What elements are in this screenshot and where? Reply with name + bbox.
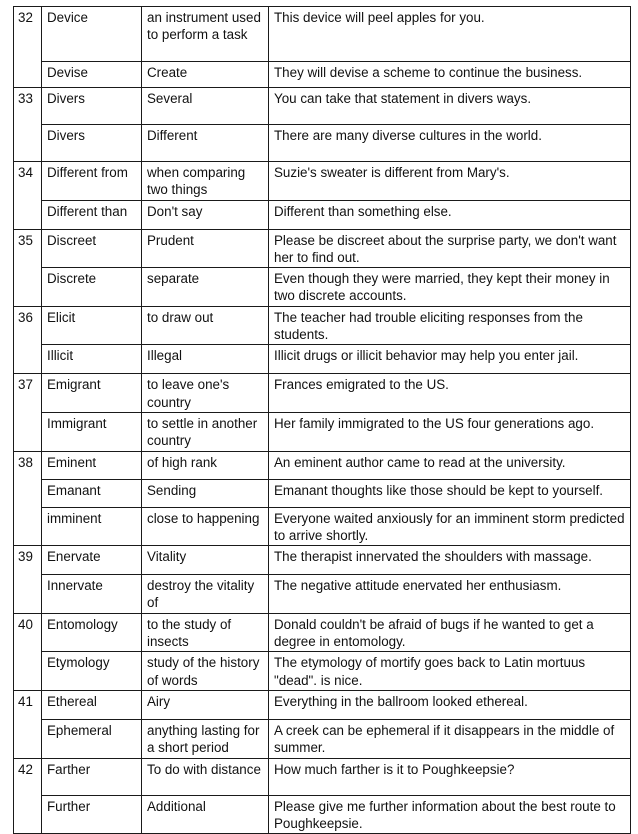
word-cell: Farther (42, 758, 142, 795)
example-cell: The negative attitude enervated her enthusiasm. (269, 575, 631, 614)
example-cell: Frances emigrated to the US. (269, 374, 631, 413)
table-row (14, 88, 631, 125)
entry-number: 42 (14, 758, 42, 834)
example-cell: Emanant thoughts like those should be kept to yourself. (269, 479, 631, 507)
table-row (14, 758, 631, 795)
entry-number: 37 (14, 374, 42, 451)
meaning-cell: to settle in another country (142, 412, 269, 451)
example-cell: The teacher had trouble eliciting responses from the students. (269, 306, 631, 345)
table-row (14, 795, 631, 834)
word-cell: Different than (42, 200, 142, 229)
meaning-cell: Airy (142, 690, 269, 719)
word-cell: Enervate (42, 546, 142, 575)
example-cell: Her family immigrated to the US four generations ago. (269, 412, 631, 451)
table-row (14, 507, 631, 546)
word-cell: Divers (42, 125, 142, 162)
meaning-cell: Additional (142, 795, 269, 834)
table-row (14, 575, 631, 614)
table-row (14, 690, 631, 719)
table-row (14, 546, 631, 575)
table-row (14, 229, 631, 268)
meaning-cell: Don't say (142, 200, 269, 229)
word-cell: Device (42, 7, 142, 62)
meaning-cell: To do with distance (142, 758, 269, 795)
word-cell: Different from (42, 162, 142, 201)
example-cell: Illicit drugs or illicit behavior may help you enter jail. (269, 345, 631, 374)
example-cell: Donald couldn't be afraid of bugs if he wanted to get a degree in entomology. (269, 613, 631, 652)
example-cell: How much farther is it to Poughkeepsie? (269, 758, 631, 795)
example-cell: The etymology of mortify goes back to Latin mortuus "dead". is nice. (269, 652, 631, 691)
entry-number: 39 (14, 546, 42, 614)
meaning-cell: study of the history of words (142, 652, 269, 691)
word-cell: Emanant (42, 479, 142, 507)
word-cell: Elicit (42, 306, 142, 345)
table-row (14, 7, 631, 62)
example-cell: The therapist innervated the shoulders with massage. (269, 546, 631, 575)
meaning-cell: separate (142, 268, 269, 307)
meaning-cell: Prudent (142, 229, 269, 268)
meaning-cell: an instrument used to perform a task (142, 7, 269, 62)
example-cell: Everyone waited anxiously for an imminent storm predicted to arrive shortly. (269, 507, 631, 546)
vocabulary-table (13, 6, 631, 834)
example-cell: They will devise a scheme to continue the business. (269, 62, 631, 88)
table-row (14, 345, 631, 374)
table-row (14, 268, 631, 307)
example-cell: A creek can be ephemeral if it disappears in the middle of summer. (269, 719, 631, 758)
word-cell: Ephemeral (42, 719, 142, 758)
meaning-cell: to draw out (142, 306, 269, 345)
example-cell: Even though they were married, they kept their money in two discrete accounts. (269, 268, 631, 307)
word-cell: Divers (42, 88, 142, 125)
table-row (14, 613, 631, 652)
meaning-cell: to the study of insects (142, 613, 269, 652)
table-row (14, 374, 631, 413)
table-row (14, 306, 631, 345)
example-cell: An eminent author came to read at the university. (269, 451, 631, 479)
word-cell: Immigrant (42, 412, 142, 451)
word-cell: Etymology (42, 652, 142, 691)
table-row (14, 125, 631, 162)
word-cell: Further (42, 795, 142, 834)
meaning-cell: when comparing two things (142, 162, 269, 201)
table-row (14, 162, 631, 201)
example-cell: Please be discreet about the surprise party, we don't want her to find out. (269, 229, 631, 268)
meaning-cell: Several (142, 88, 269, 125)
table-row (14, 479, 631, 507)
meaning-cell: anything lasting for a short period (142, 719, 269, 758)
word-cell: Eminent (42, 451, 142, 479)
table-row (14, 652, 631, 691)
meaning-cell: Sending (142, 479, 269, 507)
word-cell: imminent (42, 507, 142, 546)
entry-number: 32 (14, 7, 42, 88)
word-cell: Discreet (42, 229, 142, 268)
meaning-cell: close to happening (142, 507, 269, 546)
table-row (14, 62, 631, 88)
word-cell: Devise (42, 62, 142, 88)
example-cell: This device will peel apples for you. (269, 7, 631, 62)
example-cell: There are many diverse cultures in the world. (269, 125, 631, 162)
entry-number: 40 (14, 613, 42, 690)
word-cell: Illicit (42, 345, 142, 374)
example-cell: You can take that statement in divers ways. (269, 88, 631, 125)
example-cell: Suzie's sweater is different from Mary's. (269, 162, 631, 201)
example-cell: Everything in the ballroom looked ethereal. (269, 690, 631, 719)
entry-number: 34 (14, 162, 42, 230)
word-cell: Innervate (42, 575, 142, 614)
table-row (14, 200, 631, 229)
table-row (14, 451, 631, 479)
word-cell: Entomology (42, 613, 142, 652)
word-cell: Discrete (42, 268, 142, 307)
example-cell: Different than something else. (269, 200, 631, 229)
example-cell: Please give me further information about the best route to Poughkeepsie. (269, 795, 631, 834)
vocabulary-table-body (14, 7, 631, 834)
meaning-cell: Create (142, 62, 269, 88)
word-cell: Ethereal (42, 690, 142, 719)
table-row (14, 412, 631, 451)
entry-number: 33 (14, 88, 42, 162)
meaning-cell: Different (142, 125, 269, 162)
entry-number: 38 (14, 451, 42, 546)
table-row (14, 719, 631, 758)
word-cell: Emigrant (42, 374, 142, 413)
entry-number: 36 (14, 306, 42, 374)
entry-number: 35 (14, 229, 42, 306)
entry-number: 41 (14, 690, 42, 758)
meaning-cell: destroy the vitality of (142, 575, 269, 614)
meaning-cell: Vitality (142, 546, 269, 575)
meaning-cell: Illegal (142, 345, 269, 374)
meaning-cell: to leave one's country (142, 374, 269, 413)
meaning-cell: of high rank (142, 451, 269, 479)
